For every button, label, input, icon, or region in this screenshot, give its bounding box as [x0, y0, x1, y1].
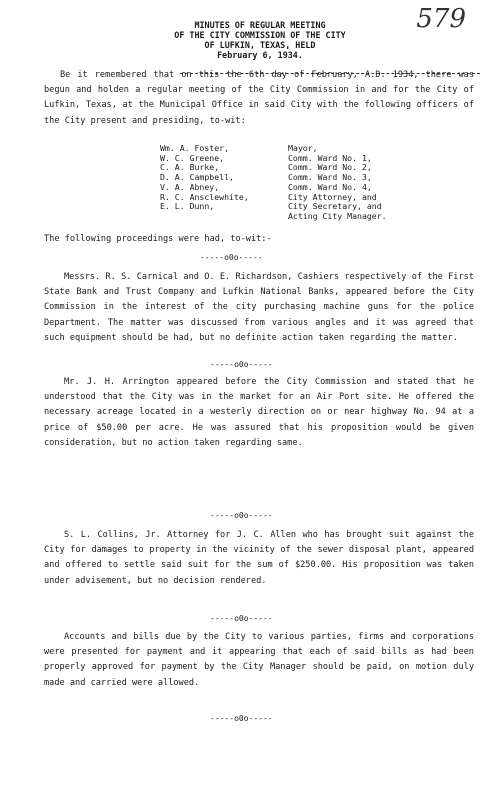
item-air-port-site: Mr. J. H. Arrington appeared before the City Commission and stated that he understood that the City was in the market for an Air Port site. He offered the necessary acreage located in a westerly direction on or near highway No. 94 at a price of $50.00 per acre. He was assured that his proposition would be given consideration, but no action taken regarding same.	[44, 377, 474, 448]
officer-title: City Attorney, and	[288, 191, 377, 202]
intro-paragraph: Be it remembered that on this the 6th day of February, A.D. 1934, there was begun and holden a regular meeting of the City Commission in and for the City of Lufkin, Texas, at the Municipal Office in said City with the following officers of the City present and presiding, to-wit:	[44, 70, 474, 126]
item-machine-guns: Messrs. R. S. Carnical and O. E. Richardson, Cashiers respectively of the First State Bank and Trust Company and Lufkin National Banks, appeared before the City Commission in the interest of the city purchasing machine guns for the police Department. The matter was discussed from various angles and it was agreed that such equipment should be had, but no definite action taken regarding the matter.	[44, 272, 474, 343]
minutes-heading	[130, 20, 390, 60]
officer-title: Comm. Ward No. 4,	[288, 181, 372, 192]
officer-name: R. C. Ansclewhite,	[160, 191, 249, 202]
officer-name: Wm. A. Foster,	[160, 143, 230, 153]
heading-line: MINUTES OF REGULAR MEETING	[194, 20, 326, 30]
section-divider: -----o0o-----	[200, 253, 263, 262]
officer-name	[160, 212, 288, 222]
officer-title: Comm. Ward No. 2,	[288, 162, 372, 173]
item-collins-suit: S. L. Collins, Jr. Attorney for J. C. Allen who has brought suit against the City for damages to property in the vicinity of the sewer disposal plant, appeared and offered to settle said suit for the sum of $250.00. His proposition was taken under advisement, but no decision rendered.	[44, 530, 474, 586]
officer-name: V. A. Abney,	[160, 181, 220, 192]
officer-title: Comm. Ward No. 3,	[288, 172, 372, 183]
proceedings-intro: The following proceedings were had, to-wit:-	[44, 234, 272, 244]
officer-row	[160, 212, 480, 222]
officer-name: E. L. Dunn,	[160, 201, 215, 212]
section-divider: -----o0o-----	[210, 614, 273, 623]
officer-name: C. A. Burke,	[160, 162, 220, 173]
section-divider: -----o0o-----	[210, 714, 273, 723]
page-number: 579	[416, 4, 466, 34]
officers-list	[160, 144, 480, 222]
heading-line: OF THE CITY COMMISSION OF THE CITY	[174, 30, 346, 40]
item-accounts-bills: Accounts and bills due by the City to various parties, firms and corporations were presented for payment and it appearing that each of said bills as had been properly approved for payment by the City Manager should be paid, on motion duly made and carried were allowed.	[44, 632, 474, 688]
officer-title: City Secretary, and	[288, 201, 382, 212]
officer-title: Mayor,	[288, 143, 318, 153]
officer-title: Acting City Manager.	[288, 210, 387, 221]
officer-name: D. A. Campbell,	[160, 172, 234, 183]
officer-title: Comm. Ward No. 1,	[288, 152, 372, 163]
heading-line: OF LUFKIN, TEXAS, HELD	[204, 40, 316, 50]
section-divider: -----o0o-----	[210, 511, 273, 520]
heading-line: February 6, 1934.	[217, 50, 303, 60]
officer-name: W. C. Greene,	[160, 152, 225, 163]
section-divider: -----o0o-----	[210, 360, 273, 369]
